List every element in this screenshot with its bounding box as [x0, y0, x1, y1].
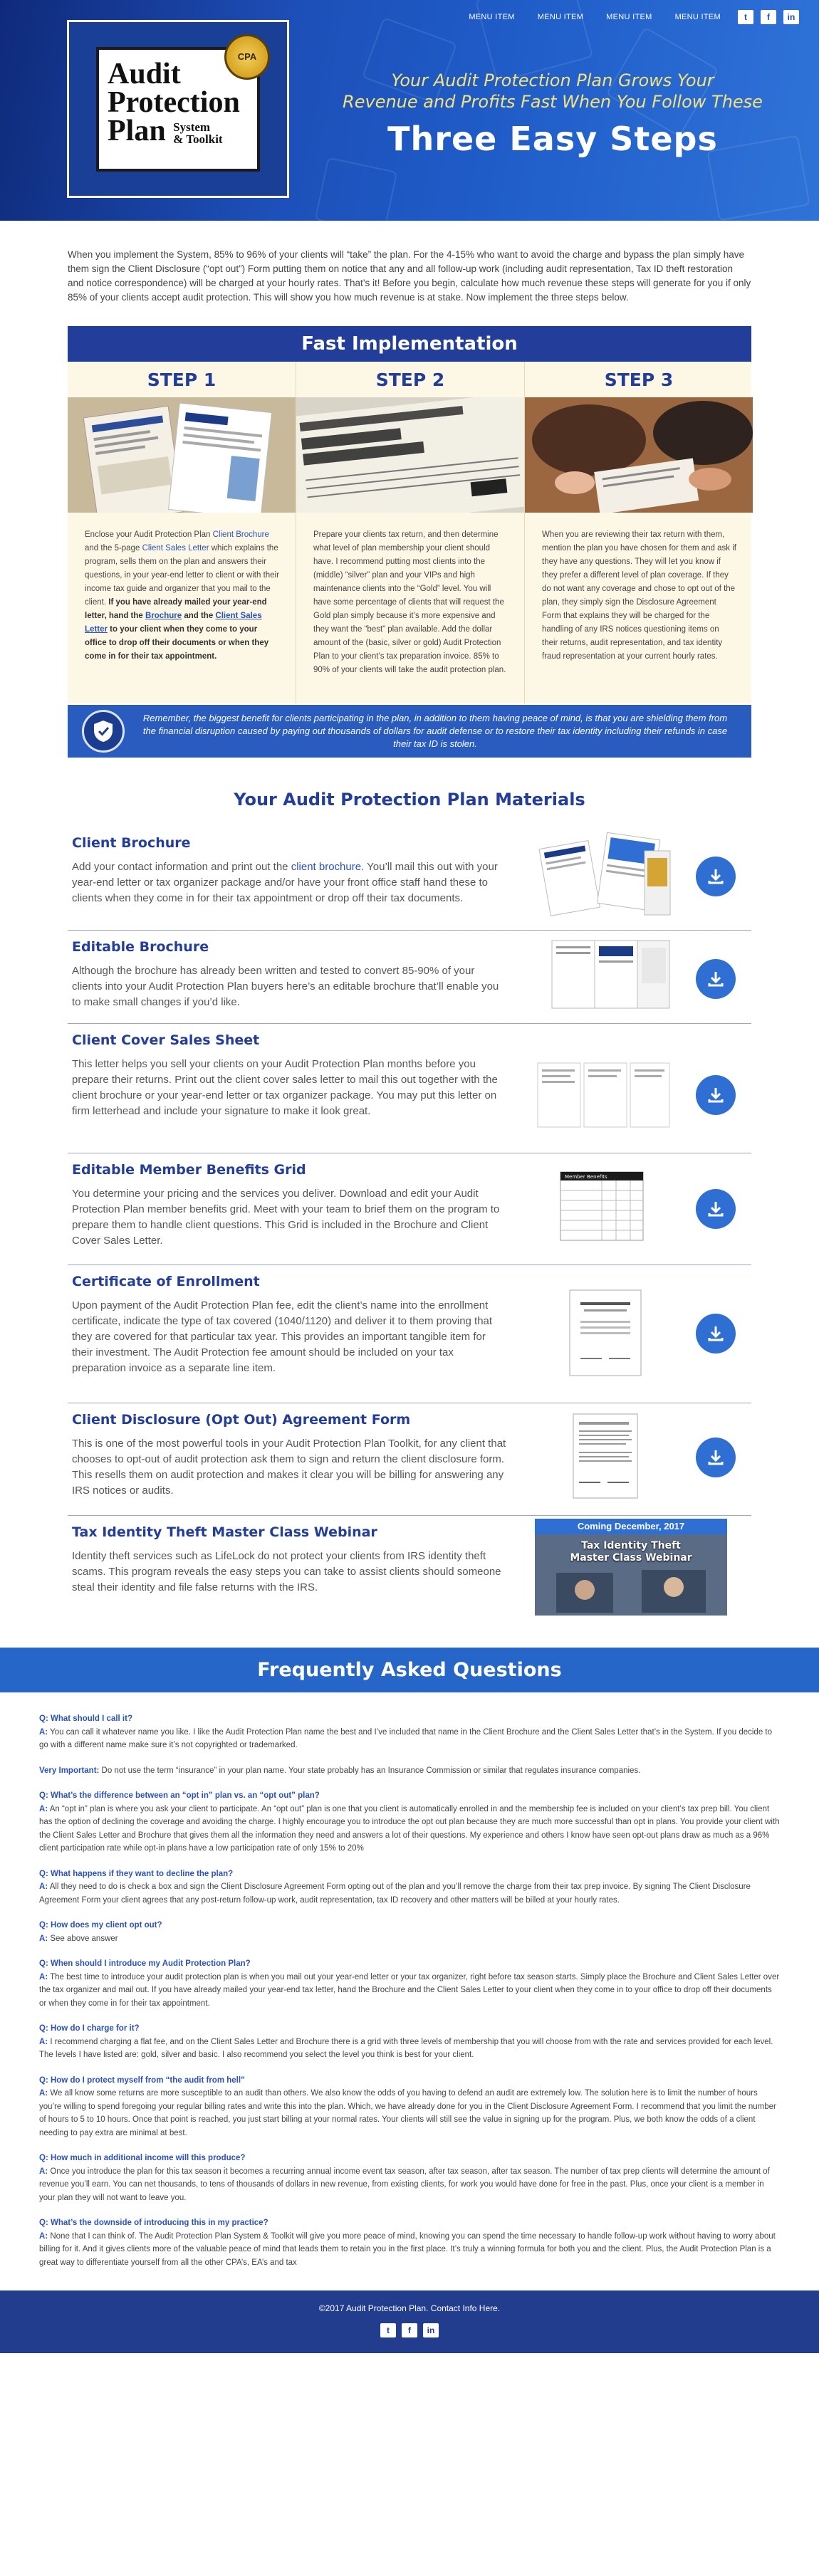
faq-item [39, 1957, 780, 2010]
step-1-bold-a: If you have already mailed your year-end letter, hand the [85, 598, 267, 620]
material-webinar [68, 1516, 751, 1616]
sales-sheet-thumbnail [531, 1059, 673, 1153]
hero-subtitle-line-1: Your Audit Protection Plan Grows Your [391, 70, 714, 90]
step-2 [296, 362, 525, 703]
faq-answer: A: We all know some returns are more susceptible to an audit than others. We also know the odds of you having to defend an audit are extremely low. The solution here is to limit the number of hours you’re willing to spend foregoing your regular billing rates and write this into the plan. Which, we have already done for you in the Client Disclosure Agreement Form. I recommend that you limit the number of hours to 5 to 10 hours. Once that point is reached, you just start billing at your normal rates. Your clients will still see the value in signing up for the program. Plus, we both know the odds of a client needing to pay extra are minimal at best. [39, 2089, 776, 2137]
nav-menu-item-4[interactable]: MENU ITEM [674, 13, 721, 21]
hero-text [303, 70, 802, 158]
logo-line-4a: System [173, 120, 211, 134]
step-1-text-b: and the 5-page [85, 544, 142, 553]
step-1-bold-c: to your client when they come to your office to drop off their documents or when they come in for their tax appointment. [85, 625, 269, 661]
faq-answer: A: See above answer [39, 1934, 118, 1943]
webinar-title [535, 1540, 727, 1564]
faq-answer: A: All they need to do is check a box and sign the Client Disclosure Agreement Form opting out of the plan and you’ll remove the charge from their tax prep invoice. By signing The Client Disclosure Agreement Form your client agrees that any post-return follow-up work, audit representation, tax ID recovery and other matters will be billed at your hourly rates. [39, 1883, 751, 1905]
faq-answer: A: I recommend charging a flat fee, and on the Client Sales Letter and Brochure there is a grid with three levels of membership that you will choose from with the rate and services provided for each level. The levels I have listed are: gold, silver and basic. I also recommend you select the level you think is best for your client. [39, 2037, 773, 2059]
download-icon [706, 1200, 725, 1218]
logo-line-1: Audit [108, 57, 181, 90]
step-1-text-a: Enclose your Audit Protection Plan [85, 530, 213, 539]
material-title: Client Brochure [72, 835, 191, 851]
faq-answer-text: We all know some returns are more susceptible to an audit than others. We also know the odds of you having to defend an audit are extremely low. The solution here is to limit the number of hours you’re willing to spend foregoing your regular billing rates and write this into the plan. Which, we have already done for you in the Client Disclosure Agreement Form. I recommend that you limit the number of hours to 5 to 10 hours. Once that point is reached, you just start billing at your normal rates. Your clients will still see the value in signing up for the program. Plus, we both know the odds of a client needing to pay extra are minimal at best. [39, 2089, 776, 2137]
facebook-icon[interactable]: f [402, 2323, 417, 2337]
faq-answer: A: The best time to introduce your audit protection plan is when you mail out your year-end letter or your tax organizer, right before tax season starts. Simply place the Brochure and Client Sales Letter over the tax organizer and mail out. If you have already mailed your year-end tax letter, hand the Brochure and the Client Sales Letter to your client when they come in to your office to drop off their documents or when they come in for their tax appointment. [39, 1972, 780, 2008]
faq-question: Q: What’s the downside of introducing this in my practice? [39, 2219, 268, 2227]
hero-header [0, 0, 819, 221]
top-navigation [459, 10, 799, 24]
certificate-thumbnail [566, 1287, 645, 1381]
faq-item [39, 1868, 780, 1907]
material-certificate-of-enrollment [68, 1265, 751, 1403]
faq-question: Q: What happens if they want to decline the plan? [39, 1869, 234, 1878]
faq-item [39, 2022, 780, 2062]
faq-answer-text: All they need to do is check a box and sign the Client Disclosure Agreement Form opting out of the plan and you’ll remove the charge from their tax prep invoice. By signing The Client Disclosure Agreement Form your client agrees that any post-return follow-up work, audit representation, tax ID recovery and other matters will be billed at your hourly rates. [39, 1883, 751, 1905]
faq-question: Q: What should I call it? [39, 1714, 132, 1723]
faq-section [39, 1712, 780, 2269]
faq-item [39, 1789, 780, 1855]
logo-line-2: Protection [108, 85, 240, 119]
step-3-label: STEP 3 [604, 369, 674, 390]
faq-question: Q: How does my client opt out? [39, 1921, 162, 1930]
brochure-thumbnail [531, 829, 673, 923]
faq-answer: A: You can call it whatever name you like. I like the Audit Protection Plan name the best and I’ve included that name in the Client Brochure and the Client Sales Letter that’s in the System. If you decide to go with a different name make sure it’s not copyrighted or trademarked. [39, 1727, 773, 1749]
faq-title: Frequently Asked Questions [0, 1648, 819, 1692]
faq-answer-text: The best time to introduce your audit protection plan is when you mail out your year-end letter or your tax organizer, right before tax season starts. Simply place the Brochure and Client Sales Letter over the tax organizer and mail out. If you have already mailed your year-end tax letter, hand the Brochure and the Client Sales Letter to your client when they come in to your office to drop off their documents or when they come in for their tax appointment. [39, 1972, 780, 2008]
very-important-label: Very Important: [39, 1766, 100, 1775]
step-1-text-c: which explains the program, sells them on the plan and answers their questions, in your year-end letter to client or with their income tax guide and organizer that you mail to the client. [85, 544, 279, 607]
faq-very-important [39, 1764, 780, 1778]
linkedin-icon[interactable]: in [423, 2323, 439, 2337]
download-button[interactable] [696, 1438, 736, 1477]
fast-implementation-section [68, 326, 751, 758]
remember-text: Remember, the biggest benefit for clients participating in the plan, in addition to them having peace of mind, is that you are shielding them from the financial disruption caused by paying out thousands of dollars for audit defense or to restore their tax identity including their refunds in case their tax ID is stolen. [142, 713, 728, 749]
footer-social [380, 2323, 439, 2337]
logo-line-4 [173, 121, 222, 145]
material-text: Although the brochure has already been written and tested to convert 85-90% of your clients into your Audit Protection Plan buyers here’s an editable brochure that’ll enable you to make small changes if you’d like. [72, 965, 499, 1008]
nav-menu-item-3[interactable]: MENU ITEM [606, 13, 652, 21]
step-1 [68, 362, 296, 703]
webinar-title-line-2: Master Class Webinar [570, 1552, 692, 1564]
faq-answer-text: Once you introduce the plan for this tax season it becomes a recurring annual income event tax season, after tax season, after tax season. The number of tax prep clients will determine the amount of revenue you’ll earn. You can net thousands, to tens of thousands of dollars in new revenue, from existing clients, for work you would have done for free in the past. Plus, once your client is a member in your plan they will not want to leave you. [39, 2167, 770, 2202]
faq-answer: A: An “opt in” plan is where you ask your client to participate. An “opt out” plan is one that you client is automatically enrolled in and the membership fee is included on your client’s tax prep bill. You client has the option of declining the coverage and avoiding the charge. I highly encourage you to introduce the opt out plan because they are much more successful than opt in plans. You provide your client with the Client Sales Letter and Brochure that gives them all the information they need and answers a lot of their questions. My experience and others I know have seen opt-out plans draw as much as a 96% client participation rate while opt-in plans have a low participation rate of only 15% to 20% [39, 1804, 780, 1853]
material-title: Client Disclosure (Opt Out) Agreement Form [72, 1412, 411, 1428]
materials-section [68, 790, 751, 1616]
fast-implementation-title: Fast Implementation [68, 326, 751, 362]
benefits-grid-thumbnail [559, 1171, 652, 1265]
material-text: Upon payment of the Audit Protection Plan fee, edit the client’s name into the enrollment certificate, indicate the type of tax covered (1040/1120) and deliver it to them proving that they are covered for that particular tax year. This provides an important tangible item for their investment. The Audit Protection fee amount should be included on your tax preparation invoice as a separate line item. [72, 1299, 493, 1374]
material-text-a: Add your contact information and print out the [72, 861, 291, 873]
client-sales-letter-link[interactable]: Client Sales Letter [142, 544, 209, 553]
faq-question: Q: What’s the difference between an “opt in” plan vs. an “opt out” plan? [39, 1791, 320, 1800]
footer [0, 2290, 819, 2353]
download-icon [706, 1086, 725, 1104]
material-title: Editable Member Benefits Grid [72, 1162, 306, 1178]
material-editable-brochure [68, 931, 751, 1024]
faq-answer-text: See above answer [50, 1934, 118, 1943]
step-1-label: STEP 1 [147, 369, 217, 390]
step-1-bold-b: and the [182, 612, 216, 620]
hero-decor-shape [315, 157, 398, 221]
material-text: This is one of the most powerful tools in your Audit Protection Plan Toolkit, for any client that chooses to opt-out of audit protection ask them to sign and return the client disclosure form. This resells them on audit protection and makes it clear you will be billing for answering any IRS notices or audits. [72, 1438, 506, 1497]
faq-answer-text: You can call it whatever name you like. I like the Audit Protection Plan name the best and I’ve included that name in the Client Brochure and the Client Sales Letter that’s in the System. If you decide to go with a different name make sure it’s not copyrighted or trademarked. [39, 1727, 773, 1749]
step-3-text: When you are reviewing their tax return with them, mention the plan you have chosen for them and ask if they have any questions. They will let you know if they prefer a different level of plan coverage. If they do not want any coverage and chose to opt out of the plan, they simply sign the Disclosure Agreement Form that explains they will be charged for the handling of any IRS notices questioning items on their returns, audit representation, and tax identity fraud representation at your current hourly rates. [542, 530, 736, 661]
disclosure-form-thumbnail [566, 1410, 645, 1504]
download-button[interactable] [696, 1314, 736, 1354]
material-text: You determine your pricing and the services you deliver. Download and edit your Audit Protection Plan member benefits grid. Meet with your team to brief them on the program to prepare them to handle client questions. This Grid is included in the Brochure and Client Cover Sales Letter. [72, 1188, 500, 1247]
intro-paragraph: When you implement the System, 85% to 96% of your clients will “take” the plan. For the 4-15% who want to avoid the charge and bypass the plan simply have them sign the Client Disclosure (“opt out”) Form putting them on notice that any and all follow-up work (including audit representation, Tax ID theft restoration and notice correspondence) will be charged at your hourly rates. That’s it! Before you begin, calculate how much revenue these steps will generate for you if only 85% of your clients accept audit protection. This will show you how much revenue is at stake. Now implement the three steps below. [68, 249, 751, 303]
download-button[interactable] [696, 1075, 736, 1115]
material-text-b: . You’ll mail this out with your year-end letter or tax organizer package and/or have your front office staff hand these to clients when they come in for their tax appointment or drop off their tax documents. [72, 861, 498, 904]
steps-row [68, 362, 751, 703]
material-text [72, 859, 508, 906]
client-sales-letter-link-2[interactable]: Client Sales Letter [85, 612, 262, 634]
hero-headline: Three Easy Steps [387, 120, 718, 158]
material-text: Identity theft services such as LifeLock do not protect your clients from IRS identity theft scams. This program reveals the easy steps you can take to assist clients should someone steal their identity and file false returns with the IRS. [72, 1550, 501, 1593]
step-1-image [68, 397, 296, 513]
faq-question: Q: When should I introduce my Audit Protection Plan? [39, 1959, 251, 1968]
editable-brochure-thumbnail [531, 933, 673, 1027]
webinar-thumbnail[interactable] [535, 1519, 727, 1616]
materials-title: Your Audit Protection Plan Materials [234, 790, 585, 810]
shield-icon [82, 710, 125, 753]
remember-banner [68, 703, 751, 758]
step-2-text: Prepare your clients tax return, and then determine what level of plan membership your client should have. I recommend putting most clients into the (middle) “silver” plan and your VIPs and high maintenance clients into the “Gold” level. You will have some percentage of clients that will request the Gold plan simply because it’s more expensive and they want the “best” plan available. Add the dollar amount of the (basic, silver or gold) Audit Protection Plan to your client’s tax preparation invoice. 85% to 90% of your clients will take the audit protection plan. [313, 530, 506, 674]
faq-item [39, 2216, 780, 2269]
faq-question: Q: How much in additional income will this produce? [39, 2154, 246, 2162]
material-title: Certificate of Enrollment [72, 1274, 260, 1289]
faq-item [39, 1712, 780, 1752]
twitter-icon[interactable]: t [738, 10, 753, 24]
linkedin-icon[interactable]: in [783, 10, 799, 24]
step-3-image [525, 397, 753, 513]
benefits-grid-doc-title: Member Benefits [565, 1174, 607, 1180]
faq-question: Q: How do I protect myself from “the audit from hell” [39, 2075, 245, 2085]
step-3 [525, 362, 753, 703]
material-client-cover-sales-sheet [68, 1024, 751, 1153]
client-brochure-link[interactable]: Client Brochure [212, 530, 269, 539]
material-title: Tax Identity Theft Master Class Webinar [72, 1524, 377, 1540]
cpa-seal-text: CPA [237, 51, 257, 62]
webinar-title-line-1: Tax Identity Theft [581, 1540, 681, 1551]
nav-menu-item-2[interactable]: MENU ITEM [537, 13, 584, 21]
faq-answer: A: Once you introduce the plan for this tax season it becomes a recurring annual income event tax season, after tax season, after tax season. The number of tax prep clients will determine the amount of revenue you’ll earn. You can net thousands, to tens of thousands of dollars in new revenue, from existing clients, for work you would have done for free in the past. Plus, once your client is a member in your plan they will not want to leave you. [39, 2167, 770, 2202]
brochure-link[interactable]: Brochure [145, 612, 182, 620]
download-icon [706, 867, 725, 886]
facebook-icon[interactable]: f [761, 10, 776, 24]
logo-mark [96, 47, 260, 172]
step-2-label: STEP 2 [375, 369, 445, 390]
client-brochure-link[interactable]: client brochure [291, 861, 362, 873]
faq-answer-text: None that I can think of. The Audit Protection Plan System & Toolkit will give you more peace of mind, knowing you can spend the time necessary to handle follow-up work without having to worry about billing for it. And it gives clients more of the valuable peace of mind that leads them to retain you in the first place. It’s truly a winning formula for both you and the client. Plus, the Audit Protection Plan is a great way to differentiate yourself from all the other CPA’s, EA’s and tax [39, 2231, 776, 2267]
logo-line-4b: & Toolkit [173, 132, 223, 146]
material-title: Client Cover Sales Sheet [72, 1032, 260, 1048]
cpa-seal-icon [224, 34, 270, 80]
material-client-disclosure-form [68, 1403, 751, 1516]
material-title: Editable Brochure [72, 939, 209, 955]
step-1-text [68, 513, 296, 703]
download-button[interactable] [696, 959, 736, 999]
download-button[interactable] [696, 1189, 736, 1229]
faq-item [39, 2074, 780, 2140]
download-button[interactable] [696, 857, 736, 896]
twitter-icon[interactable]: t [380, 2323, 396, 2337]
footer-copyright: ©2017 Audit Protection Plan. Contact Info Here. [318, 2303, 501, 2313]
material-client-brochure [68, 827, 751, 931]
faq-question: Q: How do I charge for it? [39, 2024, 140, 2033]
step-2-image [296, 397, 524, 513]
material-editable-member-benefits-grid [68, 1153, 751, 1265]
download-icon [706, 970, 725, 988]
hero-subtitle-line-2: Revenue and Profits Fast When You Follow These [343, 92, 763, 112]
logo-line-3: Plan [108, 114, 166, 147]
faq-answer-text: An “opt in” plan is where you ask your client to participate. An “opt out” plan is one that you client is automatically enrolled in and the membership fee is included on your client’s tax prep bill. You client has the option of declining the coverage and avoiding the charge. I highly encourage you to introduce the opt out plan because they are much more successful than opt in plans. You provide your client with the Client Sales Letter and Brochure that gives them all the information they need and answers a lot of their questions. My experience and others I know have seen opt-out plans draw as much as a 96% client participation rate while opt-in plans have a low participation rate of only 15% to 20% [39, 1804, 780, 1853]
material-text: This letter helps you sell your clients on your Audit Protection Plan months before you prepare their returns. Print out the client cover sales letter to mail this out together with the client brochure or your year-end letter or tax organizer package. You may put this letter on firm letterhead and include your signature to make it look great. [72, 1058, 498, 1117]
coming-soon-banner: Coming December, 2017 [535, 1519, 727, 1534]
faq-item [39, 1919, 780, 1945]
download-icon [706, 1324, 725, 1343]
faq-answer: A: None that I can think of. The Audit Protection Plan System & Toolkit will give you more peace of mind, knowing you can spend the time necessary to handle follow-up work without having to worry about billing for it. And it gives clients more of the valuable peace of mind that leads them to retain you in the first place. It’s truly a winning formula for both you and the client. Plus, the Audit Protection Plan is a great way to differentiate yourself from all the other CPA’s, EA’s and tax [39, 2231, 776, 2267]
logo[interactable] [67, 20, 289, 198]
download-icon [706, 1448, 725, 1467]
nav-menu-item-1[interactable]: MENU ITEM [469, 13, 515, 21]
very-important-text: Do not use the term “insurance” in your plan name. Your state probably has an Insurance Commission or similar that regulates insurance companies. [99, 1766, 641, 1775]
faq-answer-text: I recommend charging a flat fee, and on the Client Sales Letter and Brochure there is a grid with three levels of membership that you will choose from with the rate and services provided for each level. The levels I have listed are: gold, silver and basic. I also recommend you select the level you think is best for your client. [39, 2037, 773, 2059]
faq-item [39, 2152, 780, 2204]
